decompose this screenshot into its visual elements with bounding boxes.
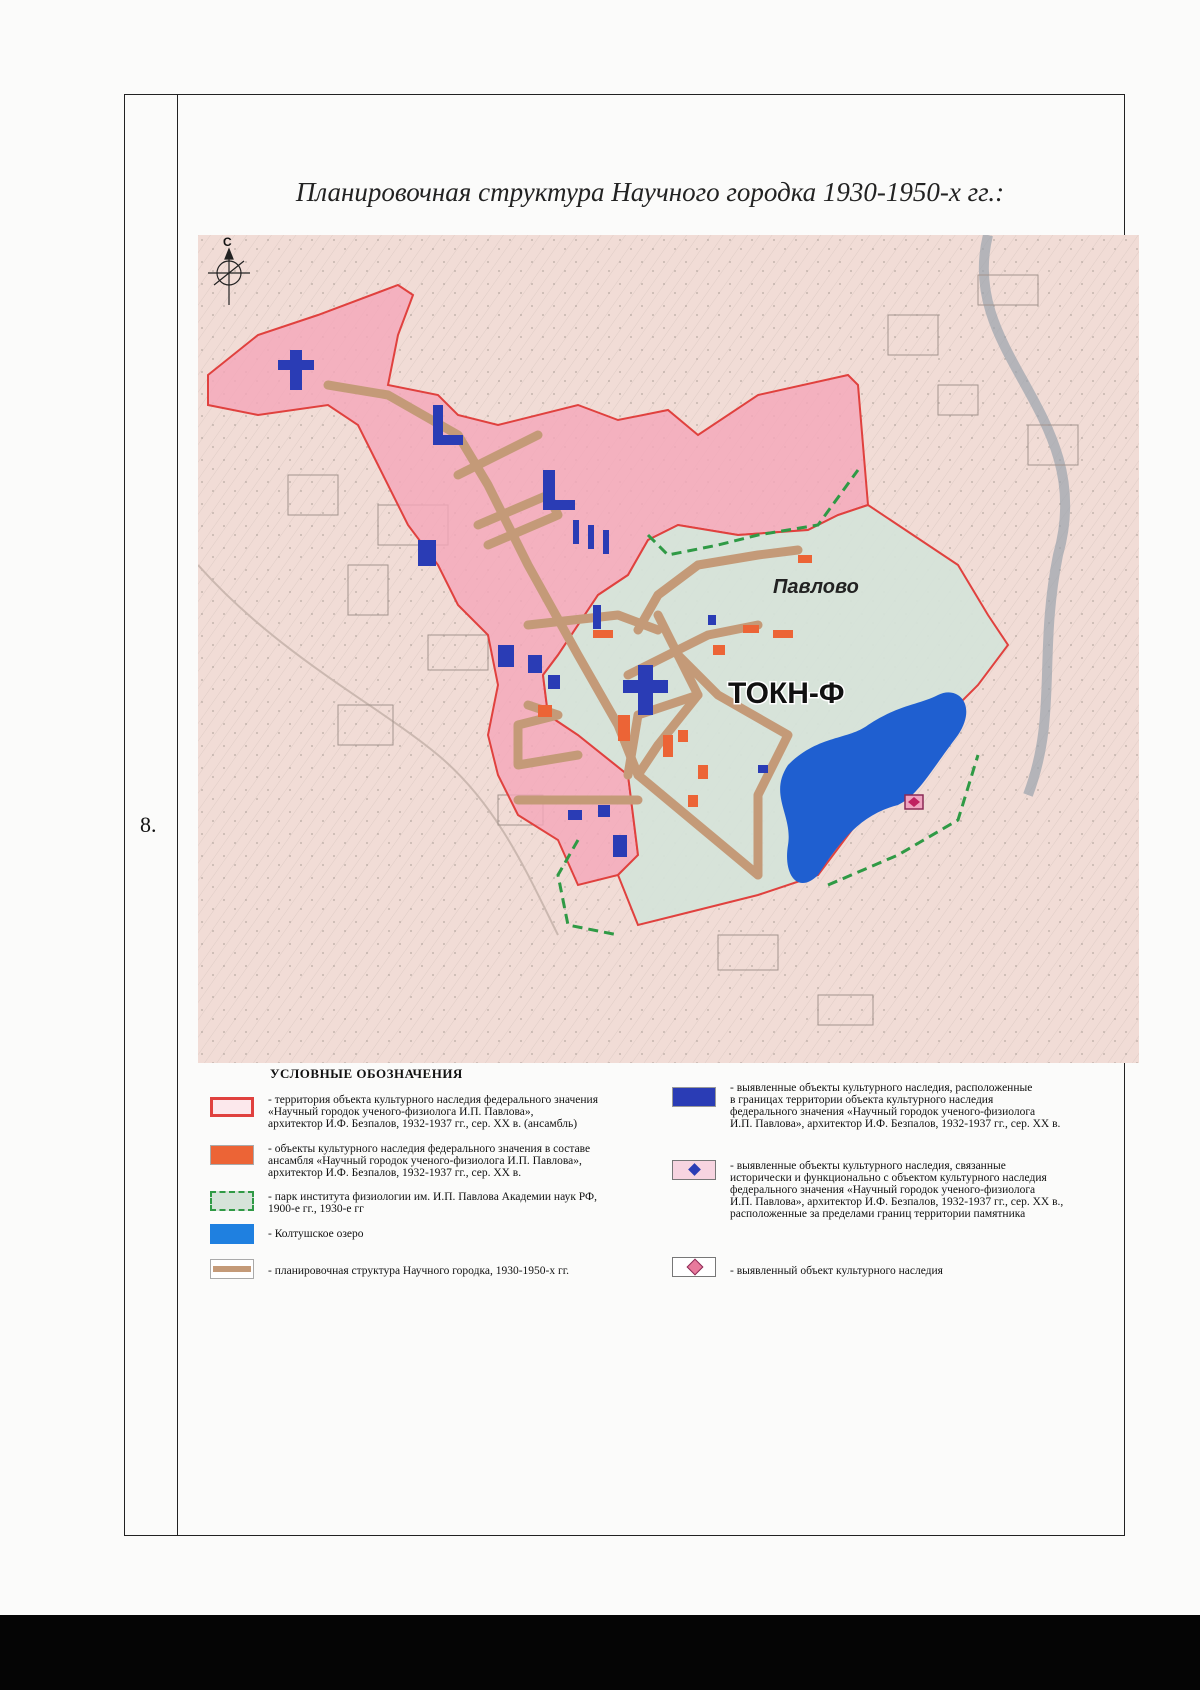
number-column-divider (177, 94, 178, 1536)
north-label: С (223, 235, 232, 249)
legend-symbol-park (210, 1191, 254, 1211)
legend-text-identified-inside: - выявленные объекты культурного наследия, расположенные в границах территории объекта культурного наследия федерального значения «Научный городок ученого-физиолога И.П. Павлова», архитектор И.Ф. Безпалов, 1932-1937 гг., сер. XX в. (730, 1082, 1061, 1130)
legend-text-park: - парк института физиологии им. И.П. Павлова Академии наук РФ, 1900-е гг., 1930-е гг (268, 1191, 597, 1215)
legend-symbol-identified-inside (672, 1087, 716, 1107)
legend-text-territory: - территория объекта культурного наследия федерального значения «Научный городок ученого-физиолога И.П. Павлова», архитектор И.Ф. Безпалов, 1932-1937 гг., сер. XX в. (ансамбль) (268, 1094, 598, 1130)
legend-symbol-identified-single (672, 1257, 716, 1277)
row-number: 8. (140, 812, 157, 837)
zone-label: ТОКН-Ф (728, 677, 845, 710)
legend-symbol-territory (210, 1097, 254, 1117)
legend-symbol-ensemble (210, 1145, 254, 1165)
map-title: Планировочная структура Научного городка 1930-1950-х гг.: (295, 177, 1005, 207)
legend-text-lake: - Колтушское озеро (268, 1228, 364, 1240)
legend-text-structure: - планировочная структура Научного городка, 1930-1950-х гг. (268, 1265, 570, 1277)
legend-symbol-structure (210, 1259, 254, 1279)
place-label: Павлово (773, 576, 859, 598)
scanner-black-band (0, 1615, 1200, 1690)
legend-text-identified-single: - выявленный объект культурного наследия (730, 1265, 943, 1277)
site-plan-map (198, 235, 1139, 1063)
legend-text-identified-outside: - выявленные объекты культурного наследия, связанные исторически и функционально с объектом культурного наследия федерального значения «Научный городок ученого-физиолога И.П. Павлова», архитектор И.Ф. Безпалов, 1932-1937 гг., сер. XX в., расположенные за пределами границ территории памятника (730, 1160, 1064, 1220)
legend-symbol-lake (210, 1224, 254, 1244)
legend-text-ensemble: - объекты культурного наследия федерального значения в составе ансамбля «Научный городок ученого-физиолога И.П. Павлова», архитектор И.Ф. Безпалов, 1932-1937 гг., сер. XX в. (268, 1143, 591, 1179)
legend-title: УСЛОВНЫЕ ОБОЗНАЧЕНИЯ (270, 1066, 463, 1081)
legend-symbol-identified-outside (672, 1160, 716, 1180)
